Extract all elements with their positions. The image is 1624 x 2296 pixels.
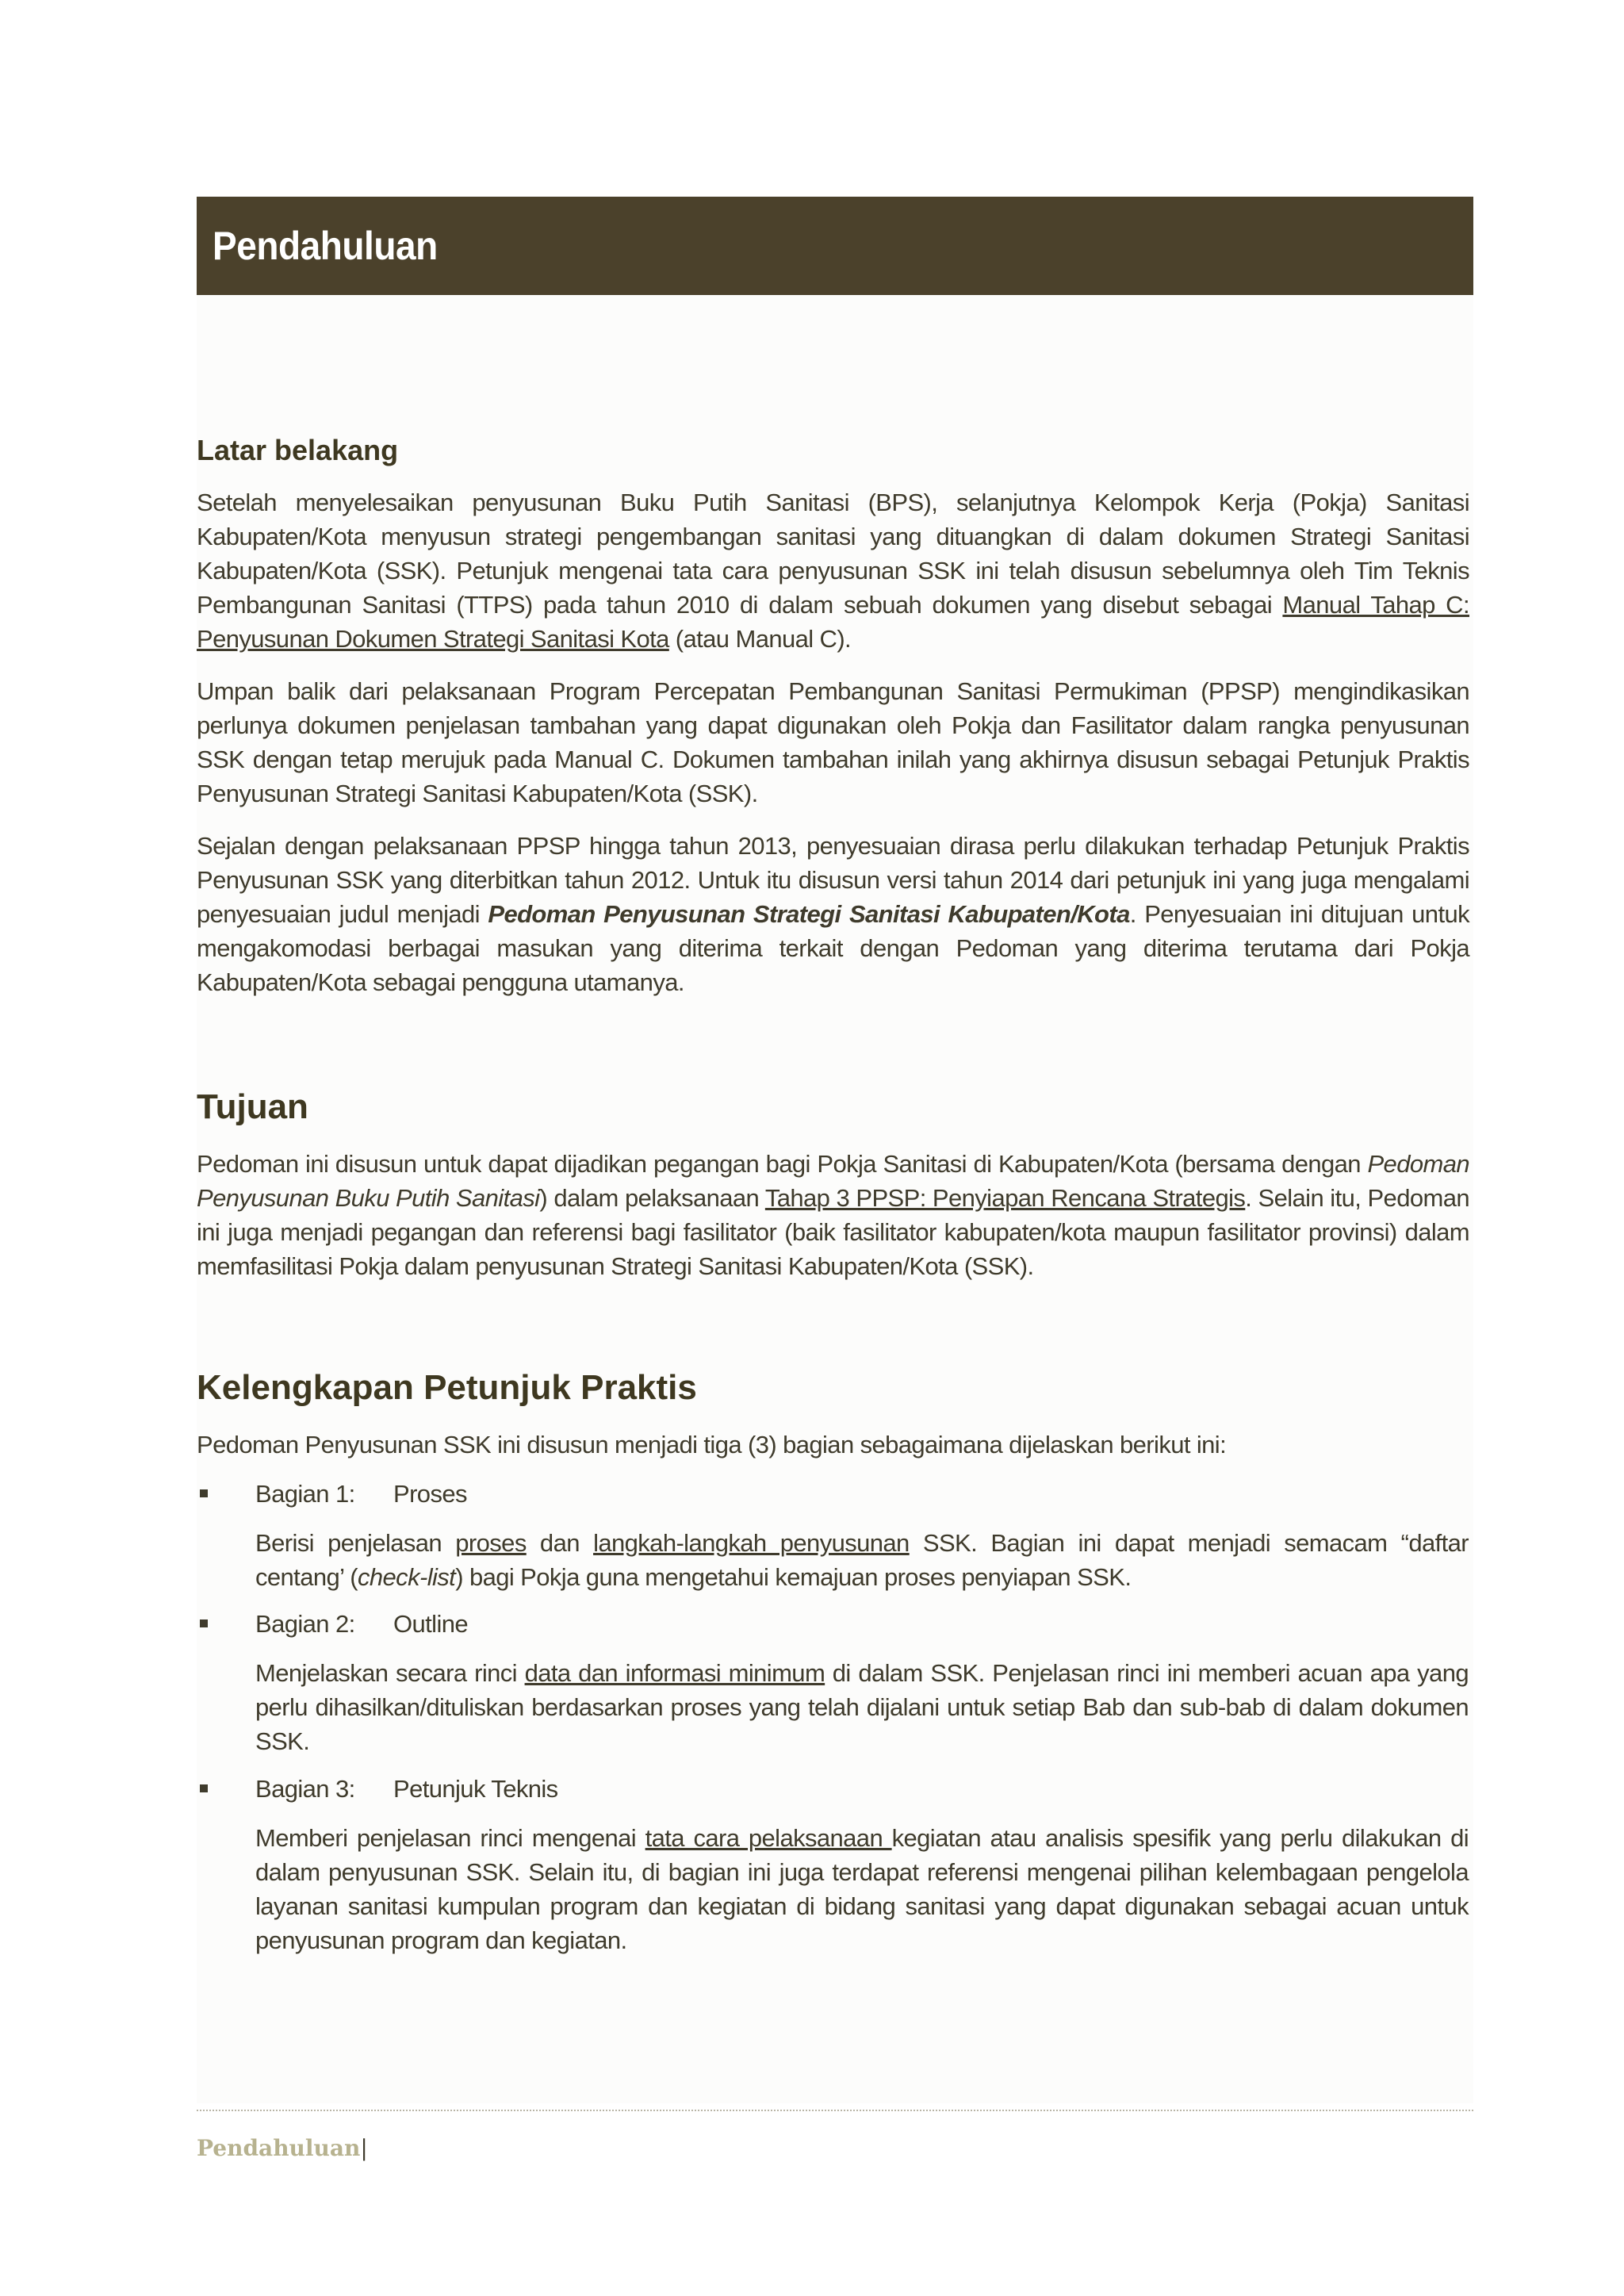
description-text: Menjelaskan secara rinci: [255, 1659, 525, 1687]
paragraph-tail: . Selain itu, Pedoman ini juga menjadi pegangan dan referensi bagi fasilitator (baik fasilitator kabupaten/kota maupun fasilitator provinsi) dalam memfasilitasi Pokja dalam penyusunan Strategi Sanitasi Kabupaten/Kota (SSK).: [197, 1184, 1469, 1280]
bullet-label: Bagian 3:: [255, 1775, 355, 1803]
description-text: SSK. Bagian ini dapat menjadi semacam “daftar centang’ (: [255, 1529, 1469, 1591]
description-text: Berisi penjelasan: [255, 1529, 456, 1557]
description-text: di dalam SSK. Penjelasan rinci ini memberi acuan apa yang perlu dihasilkan/dituliskan berdasarkan proses yang telah dijalani untuk setiap Bab dan sub-bab di dalam dokumen SSK.: [255, 1659, 1469, 1755]
section-tujuan: [197, 1087, 1469, 1128]
paragraph-tujuan: [197, 1147, 1469, 1283]
paragraph-text: Setelah menyelesaikan penyusunan Buku Putih Sanitasi (BPS), selanjutnya Kelompok Kerja (Pokja) Sanitasi Kabupaten/Kota menyusun strategi pengembangan sanitasi yang dituangkan di dalam dokumen Strategi Sanitasi Kabupaten/Kota (SSK). Petunjuk mengenai tata cara penyusunan SSK ini telah disusun sebelumnya oleh Tim Teknis Pembangunan Sanitasi (TTPS) pada tahun 2010 di dalam sebuah dokumen yang disebut sebagai: [197, 489, 1469, 619]
list-item-description-2: [255, 1656, 1469, 1758]
bullet-title: Petunjuk Teknis: [393, 1775, 558, 1803]
document-title-emphasis: Pedoman Penyusunan Strategi Sanitasi Kabupaten/Kota: [488, 900, 1130, 928]
footer-separator: |: [360, 2135, 368, 2161]
chapter-banner: [197, 197, 1473, 295]
section-heading-latar-belakang: Latar belakang: [197, 434, 399, 466]
list-item-bagian-3: [197, 1772, 1469, 1806]
paragraph-latar-belakang-3: [197, 829, 1469, 999]
description-text: dan: [526, 1529, 594, 1557]
manual-c-link[interactable]: Manual Tahap C: Penyusunan Dokumen Strategi Sanitasi Kota: [197, 591, 1469, 653]
checklist-term: check-list: [358, 1563, 456, 1591]
section-kelengkapan: [197, 1367, 1469, 1409]
list-item-description-1: [255, 1526, 1469, 1594]
paragraph-text: Umpan balik dari pelaksanaan Program Percepatan Pembangunan Sanitasi Permukiman (PPSP) mengindikasikan perlunya dokumen penjelasan tambahan yang dapat digunakan oleh Pokja dan Fasilitator dalam rangka penyusunan SSK dengan tetap merujuk pada Manual C. Dokumen tambahan inilah yang akhirnya disusun sebagai Petunjuk Praktis Penyusunan Strategi Sanitasi Kabupaten/Kota (SSK).: [197, 677, 1469, 807]
bullet-title: Outline: [393, 1610, 469, 1638]
paragraph-text: Sejalan dengan pelaksanaan PPSP hingga tahun 2013, penyesuaian dirasa perlu dilakukan terhadap Petunjuk Praktis Penyusunan SSK yang diterbitkan tahun 2012. Untuk itu disusun versi tahun 2014 dari petunjuk ini yang juga mengalami penyesuaian judul menjadi: [197, 832, 1469, 928]
bullet-icon: [200, 1489, 208, 1497]
bullet-icon: [200, 1619, 208, 1627]
section-heading-kelengkapan: Kelengkapan Petunjuk Praktis: [197, 1368, 697, 1407]
tahap-3-link[interactable]: Tahap 3 PPSP: Penyiapan Rencana Strategis: [764, 1184, 1246, 1212]
paragraph-latar-belakang-2: [197, 674, 1469, 811]
bullet-icon: [200, 1784, 208, 1792]
paragraph-tail: . Penyesuaian ini ditujuan untuk mengakomodasi berbagai masukan yang diterima terkait dengan Pedoman yang diterima terutama dari Pokja Kabupaten/Kota sebagai pengguna utamanya.: [197, 900, 1469, 996]
footer-divider: [197, 2110, 1473, 2111]
description-text: ) bagi Pokja guna mengetahui kemajuan proses penyiapan SSK.: [455, 1563, 1132, 1591]
paragraph-text: Pedoman ini disusun untuk dapat dijadikan pegangan bagi Pokja Sanitasi di Kabupaten/Kota (bersama dengan: [197, 1150, 1368, 1178]
section-latar-belakang: [197, 433, 1469, 468]
description-text: Memberi penjelasan rinci mengenai: [255, 1824, 645, 1852]
section-heading-tujuan: Tujuan: [197, 1087, 308, 1126]
paragraph-latar-belakang-1: [197, 485, 1469, 656]
page-footer: [197, 2135, 368, 2161]
list-item-bagian-2: [197, 1607, 1469, 1641]
paragraph-kelengkapan-intro: [197, 1428, 1469, 1462]
footer-label: Pendahuluan: [197, 2135, 361, 2161]
tata-cara-link[interactable]: tata cara pelaksanaan: [645, 1824, 892, 1852]
description-text: kegiatan atau analisis spesifik yang perlu dilakukan di dalam penyusunan SSK. Selain itu, di bagian ini juga terdapat referensi mengenai pilihan kelembagaan pengelola layanan sanitasi kumpulan program dan kegiatan di bidang sanitasi yang dapat digunakan sebagai acuan untuk penyusunan program dan kegiatan.: [255, 1824, 1469, 1954]
italic-reference: Pedoman Penyusunan Buku Putih Sanitasi: [197, 1150, 1469, 1212]
bullet-label: Bagian 1:: [255, 1480, 355, 1508]
paragraph-tail: (atau Manual C).: [668, 625, 852, 653]
list-item-description-3: [255, 1821, 1469, 1957]
bullet-title: Proses: [393, 1480, 467, 1508]
paragraph-text: ) dalam pelaksanaan: [539, 1184, 765, 1212]
data-minimum-link[interactable]: data dan informasi minimum: [524, 1659, 825, 1687]
proses-link[interactable]: proses: [455, 1529, 527, 1557]
chapter-title: Pendahuluan: [213, 224, 438, 268]
paragraph-text: Pedoman Penyusunan SSK ini disusun menjadi tiga (3) bagian sebagaimana dijelaskan berikut ini:: [197, 1431, 1227, 1458]
bullet-label: Bagian 2:: [255, 1610, 355, 1638]
list-item-bagian-1: [197, 1477, 1469, 1511]
langkah-penyusunan-link[interactable]: langkah-langkah penyusunan: [593, 1529, 910, 1557]
